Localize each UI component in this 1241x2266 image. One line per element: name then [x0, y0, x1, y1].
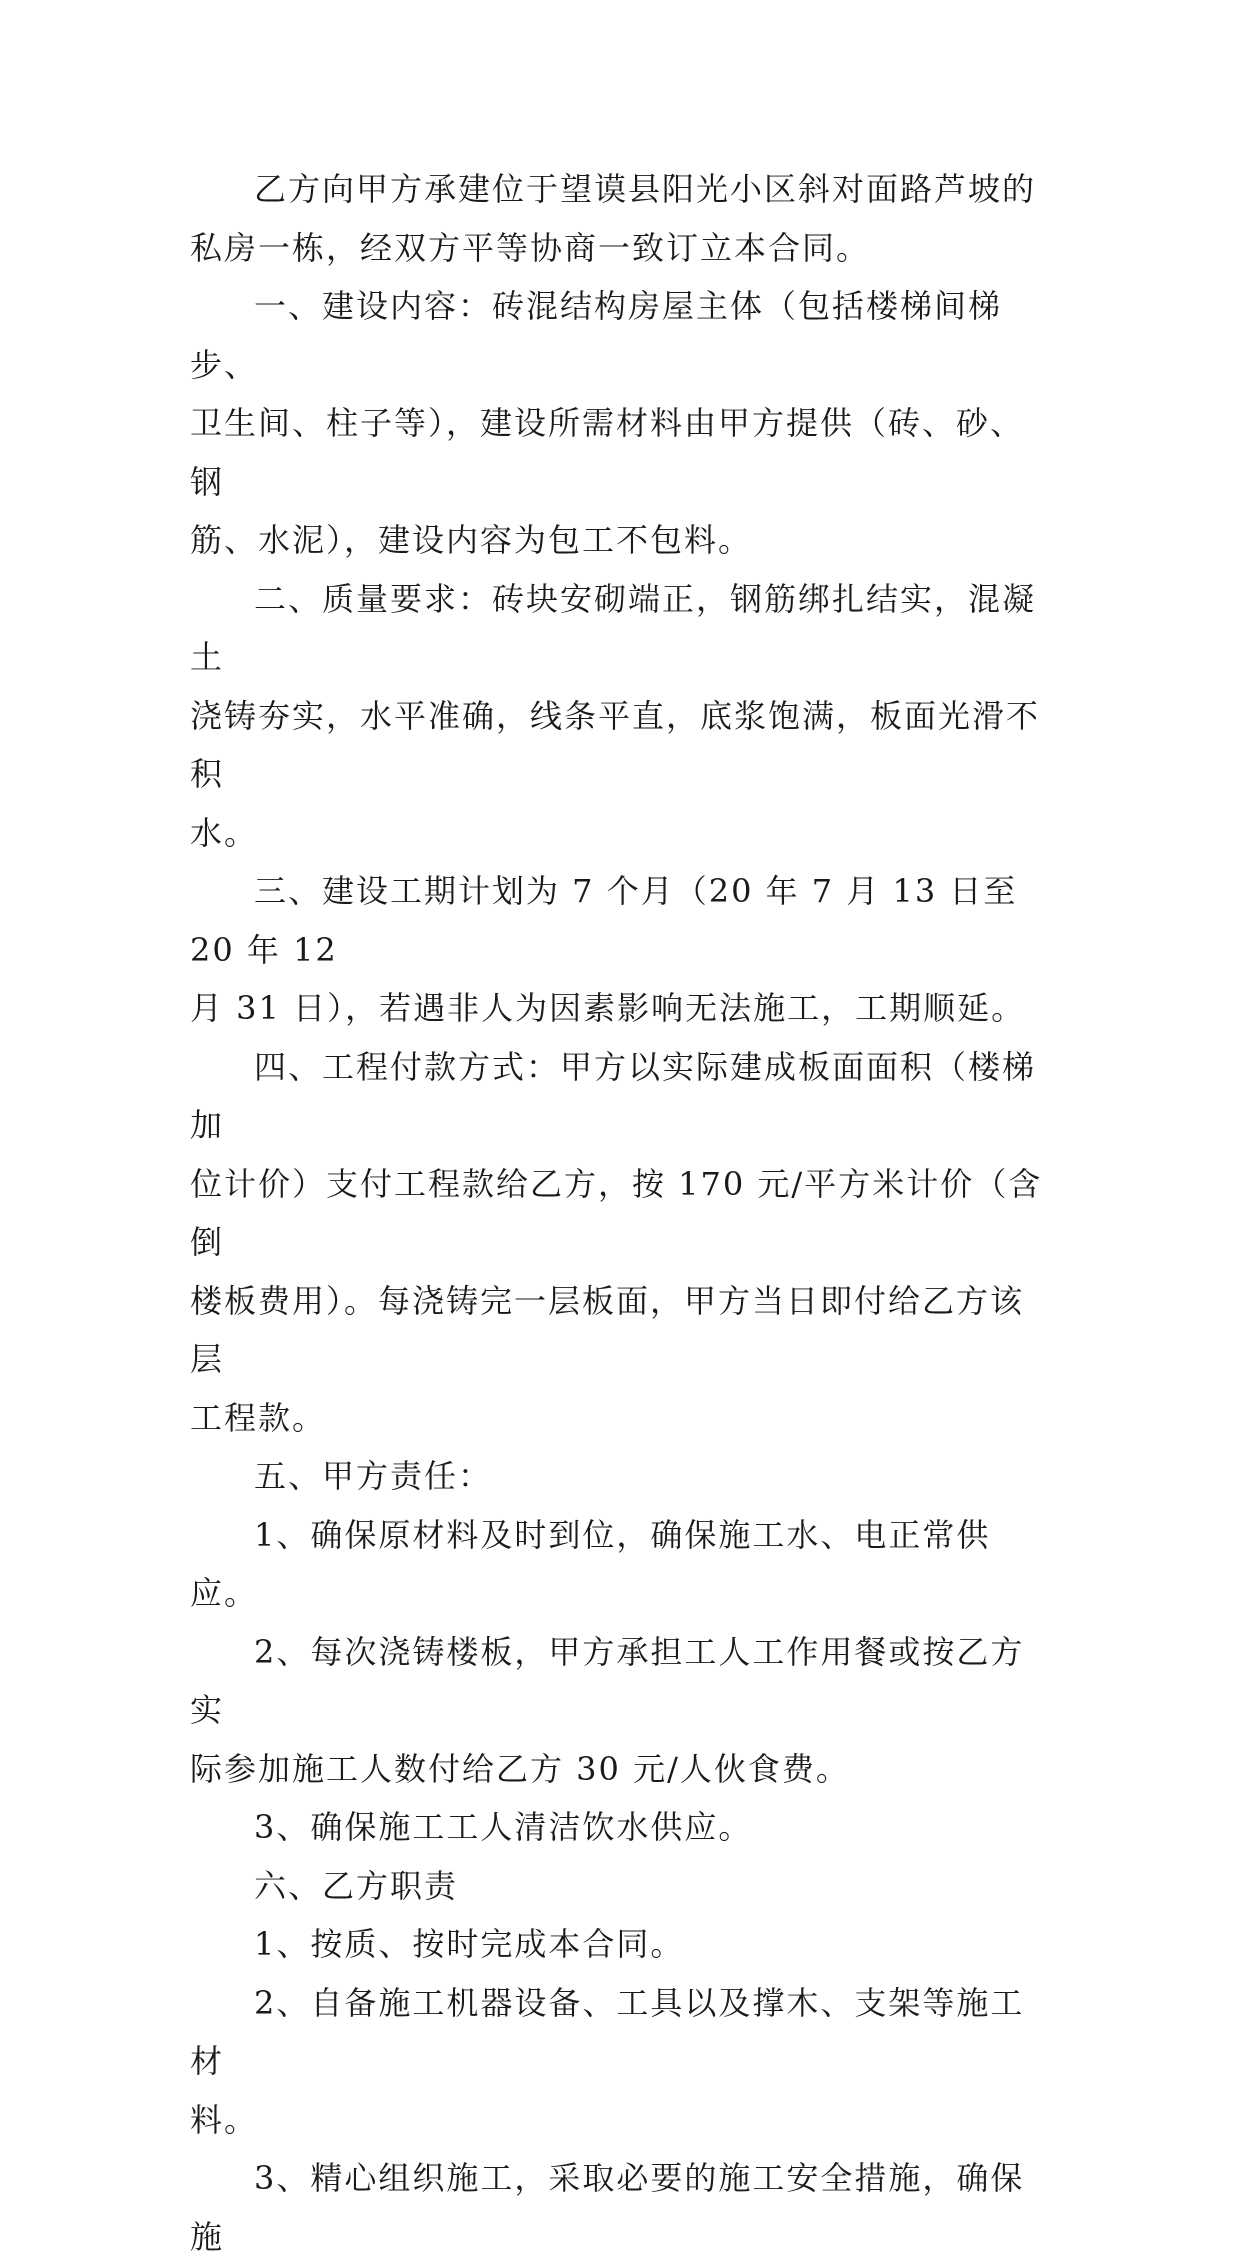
text-line: 1、按质、按时完成本合同。: [254, 1925, 685, 1963]
text-line: 三、建设工期计划为 7 个月（20 年 7 月 13 日至 20 年 12: [190, 872, 1018, 969]
text-line: 乙方向甲方承建位于望谟县阳光小区斜对面路芦坡的: [254, 170, 1037, 208]
text-line: 一、建设内容：砖混结构房屋主体（包括楼梯间梯步、: [190, 287, 1003, 384]
text-line: 五、甲方责任：: [254, 1457, 493, 1495]
text-line: 楼板费用）。每浇铸完一层板面，甲方当日即付给乙方该层: [190, 1281, 1025, 1378]
text-line: 位计价）支付工程款给乙方，按 170 元/平方米计价（含倒: [190, 1164, 1043, 1261]
text-line: 料。: [190, 2100, 259, 2139]
text-line: 浇铸夯实，水平准确，线条平直，底浆饱满，板面光滑不积: [190, 696, 1041, 793]
document-body: [190, 160, 1050, 2266]
text-line: 卫生间、柱子等），建设所需材料由甲方提供（砖、砂、钢: [190, 404, 1025, 501]
text-line: 四、工程付款方式：甲方以实际建成板面面积（楼梯加: [190, 1047, 1037, 1144]
text-line: 私房一栋，经双方平等协商一致订立本合同。: [190, 228, 871, 267]
text-line: 二、质量要求：砖块安砌端正，钢筋绑扎结实，混凝土: [190, 579, 1037, 676]
text-line: 2、自备施工机器设备、工具以及撑木、支架等施工材: [190, 1983, 1025, 2080]
text-line: 3、精心组织施工，采取必要的施工安全措施，确保施: [190, 2159, 1025, 2256]
text-line: 筋、水泥），建设内容为包工不包料。: [190, 521, 753, 559]
text-line: 1、确保原材料及时到位，确保施工水、电正常供应。: [190, 1515, 991, 1612]
text-line: 月 31 日），若遇非人为因素影响无法施工，工期顺延。: [190, 989, 1026, 1027]
text-line: 六、乙方职责: [254, 1866, 459, 1905]
text-line: 水。: [190, 813, 259, 852]
text-line: 际参加施工人数付给乙方 30 元/人伙食费。: [190, 1749, 850, 1788]
text-line: 工程款。: [190, 1398, 327, 1437]
text-line: 2、每次浇铸楼板，甲方承担工人工作用餐或按乙方实: [190, 1632, 1025, 1729]
text-line: 3、确保施工工人清洁饮水供应。: [254, 1808, 753, 1846]
